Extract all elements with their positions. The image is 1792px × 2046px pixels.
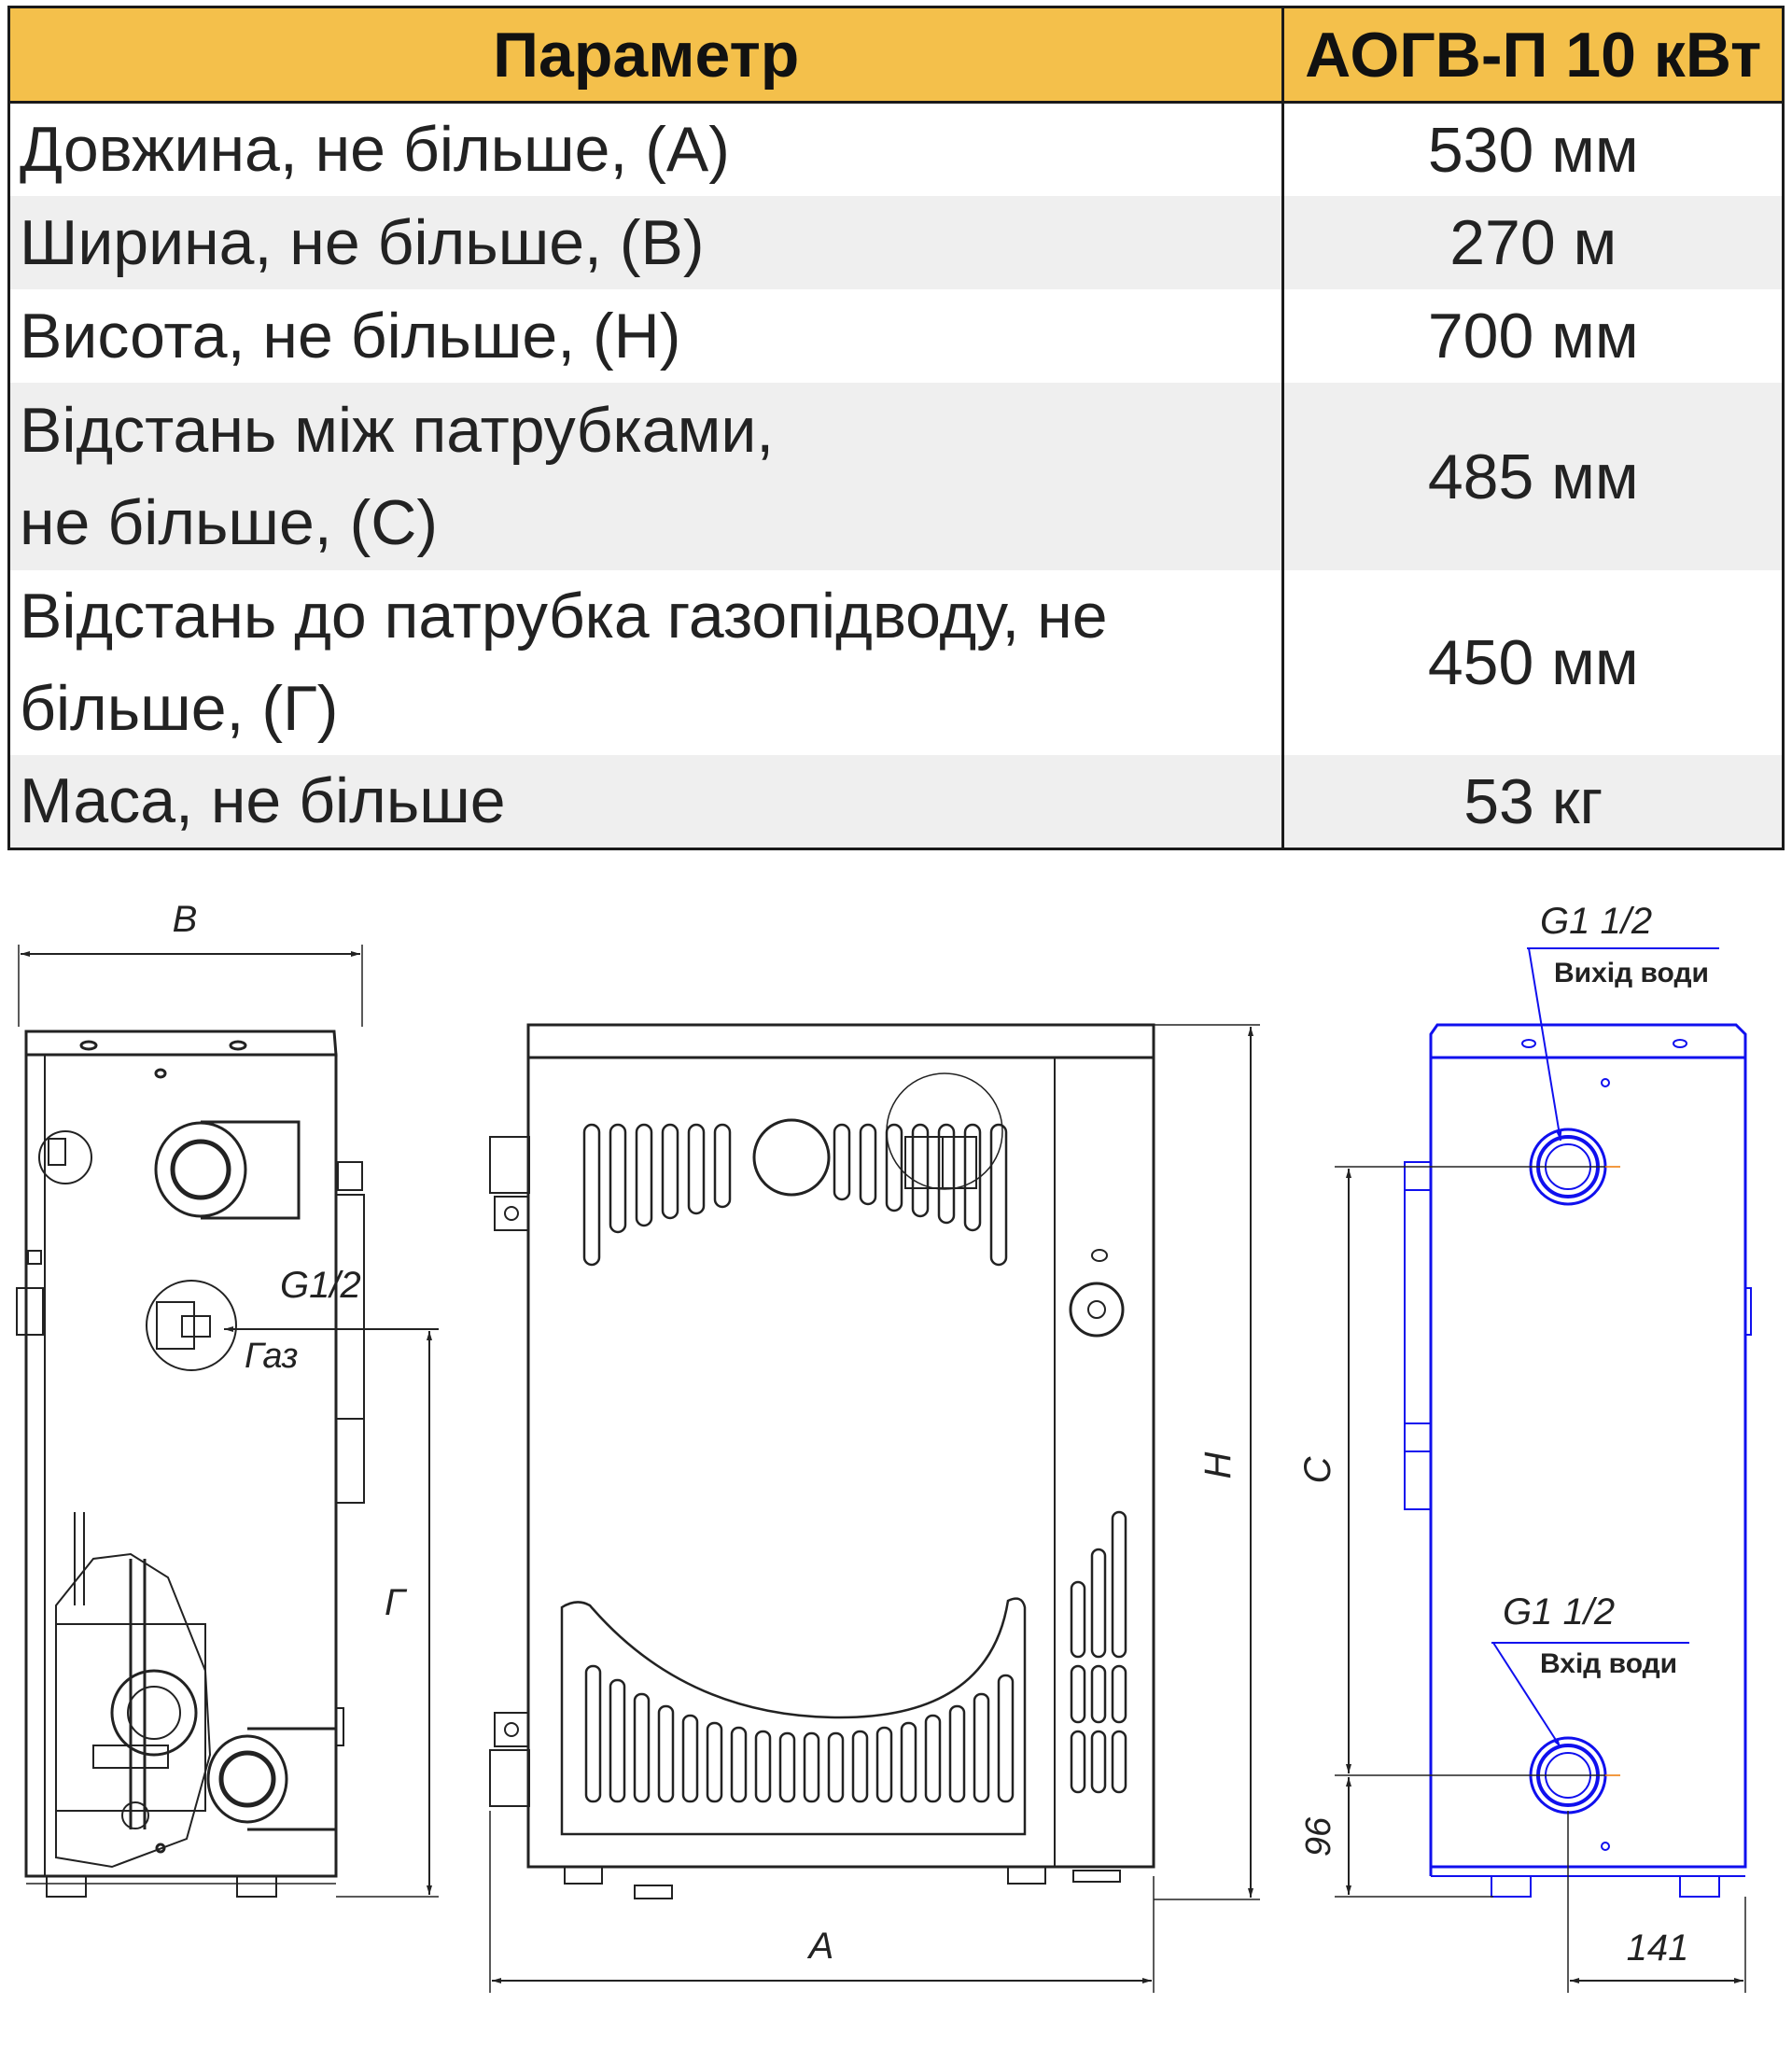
rear-view <box>1405 948 1751 1897</box>
table-row <box>9 755 1784 849</box>
dim-label-c: C <box>1297 1456 1338 1484</box>
table-row <box>9 383 1784 570</box>
row-value: 530 мм <box>1283 103 1784 197</box>
gas-fitting-label: G1/2 <box>280 1265 361 1306</box>
outlet-label: Вихід води <box>1554 958 1709 988</box>
header-model: АОГВ-П 10 кВт <box>1283 7 1784 103</box>
table-row <box>9 570 1784 755</box>
inlet-fitting-label: G1 1/2 <box>1503 1591 1616 1633</box>
table-row <box>9 289 1784 383</box>
row-value: 53 кг <box>1283 755 1784 849</box>
dim-label-h: H <box>1197 1451 1239 1479</box>
dim-label-96: 96 <box>1299 1816 1338 1857</box>
outlet-fitting-label: G1 1/2 <box>1540 901 1653 942</box>
row-value: 485 мм <box>1283 383 1784 570</box>
table-header-row <box>9 7 1784 103</box>
table-row <box>9 103 1784 197</box>
dim-label-141: 141 <box>1626 1927 1689 1969</box>
row-param: Маса, не більше <box>9 755 1283 849</box>
row-param <box>9 383 1283 570</box>
dim-label-b: B <box>172 899 198 940</box>
header-parameter: Параметр <box>9 7 1283 103</box>
row-param-line: Відстань між патрубками, <box>20 394 775 466</box>
technical-drawing <box>0 868 1792 2046</box>
table-row <box>9 196 1784 289</box>
gas-label: Газ <box>245 1337 299 1376</box>
row-value: 700 мм <box>1283 289 1784 383</box>
row-param-line: більше, (Г) <box>20 673 339 744</box>
spec-table <box>7 6 1785 850</box>
rear-centerlines <box>1605 1167 1620 1775</box>
row-param <box>9 570 1283 755</box>
row-param-line: Відстань до патрубка газопідводу, не <box>20 581 1108 652</box>
dim-label-g: Г <box>385 1582 405 1623</box>
row-value: 450 мм <box>1283 570 1784 755</box>
row-param: Довжина, не більше, (А) <box>9 103 1283 197</box>
dim-label-a: A <box>808 1926 834 1967</box>
rear-dimensions <box>1335 1167 1745 1993</box>
row-param-line: не більше, (С) <box>20 486 438 558</box>
row-param: Висота, не більше, (Н) <box>9 289 1283 383</box>
row-value: 270 м <box>1283 196 1784 289</box>
front-view <box>490 1025 1260 1993</box>
side-view <box>17 945 439 1897</box>
row-param: Ширина, не більше, (В) <box>9 196 1283 289</box>
inlet-label: Вхід води <box>1540 1648 1678 1679</box>
